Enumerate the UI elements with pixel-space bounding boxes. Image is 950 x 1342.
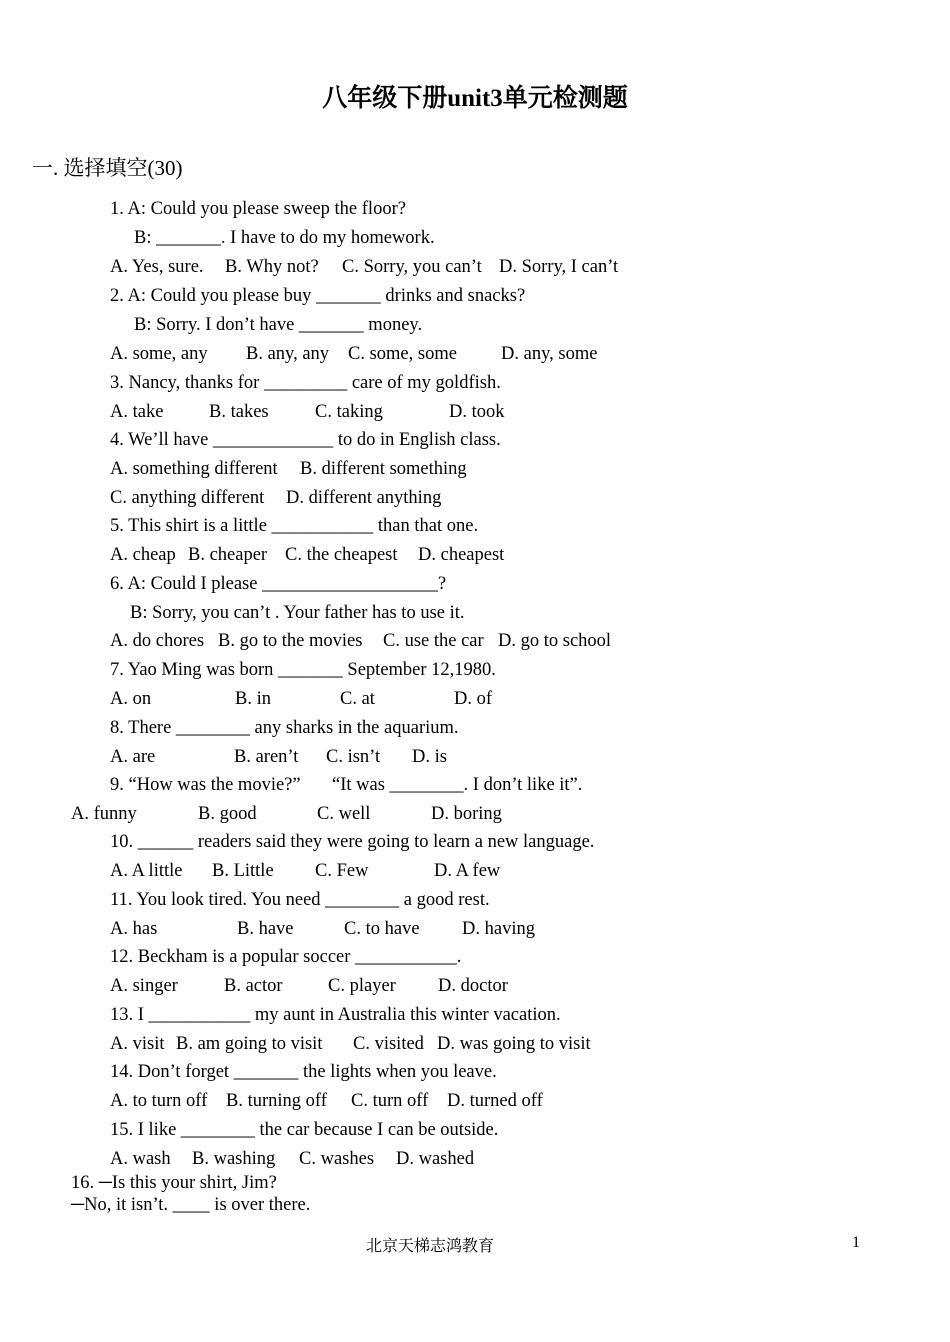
q14-stem: 14. Don’t forget _______ the lights when you leave. [110,1062,497,1082]
q3-options [0,399,950,425]
q6-stem: 6. A: Could I please ___________________? [110,574,447,594]
q15-stem-line [0,1117,950,1143]
q7-stem-line [0,657,950,683]
q7-stem: 7. Yao Ming was born _______ September 12,1980. [110,660,496,680]
q6-reply: B: Sorry, you can’t . Your father has to use it. [130,603,465,623]
q3-option-c: C. taking [315,402,383,422]
page-title: 八年级下册unit3单元检测题 [322,85,628,112]
q14-option-b: B. turning off [226,1091,327,1111]
q9-option-b: B. good [198,804,257,824]
q10-option-d: D. A few [434,861,501,881]
q7-option-b: B. in [235,689,271,709]
q4-stem: 4. We’ll have _____________ to do in English class. [110,430,501,450]
q11-option-a: A. has [110,919,158,939]
q9-options [0,801,950,827]
q11-option-b: B. have [237,919,294,939]
q8-option-b: B. aren’t [234,747,299,767]
q6-option-b: B. go to the movies [218,631,363,651]
q2-reply-line [0,312,950,338]
q5-options [0,542,950,568]
q9-option-c: C. well [317,804,371,824]
q8-stem-line [0,715,950,741]
q15-options [0,1146,950,1172]
q15-option-c: C. washes [299,1149,375,1169]
q8-options [0,744,950,770]
q1-option-d: D. Sorry, I can’t [499,257,619,277]
q1-stem-line [0,196,950,222]
q13-stem: 13. I ___________ my aunt in Australia this winter vacation. [110,1005,561,1025]
q16-reply: ─No, it isn’t. ____ is over there. [71,1195,311,1215]
q4-options-row2 [0,485,950,511]
q2-option-c: C. some, some [348,344,457,364]
q10-option-c: C. Few [315,861,369,881]
q11-stem-line [0,887,950,913]
q8-stem: 8. There ________ any sharks in the aquarium. [110,718,459,738]
q15-option-a: A. wash [110,1149,171,1169]
q9-stem-answer: “It was ________. I don’t like it”. [332,775,583,795]
q10-stem-line [0,829,950,855]
q1-reply: B: _______. I have to do my homework. [134,228,435,248]
q7-option-a: A. on [110,689,152,709]
q1-reply-line [0,225,950,251]
q12-option-a: A. singer [110,976,178,996]
q4-stem-line [0,427,950,453]
q11-options [0,916,950,942]
q1-option-a: A. Yes, sure. [110,257,204,277]
q13-option-b: B. am going to visit [176,1034,323,1054]
q2-option-b: B. any, any [246,344,330,364]
page-number: 1 [852,1234,860,1251]
q9-stem: 9. “How was the movie?” [110,775,301,795]
q16-reply-line [0,1192,950,1218]
section-heading: 一. 选择填空(30) [32,156,183,180]
q15-option-b: B. washing [192,1149,276,1169]
q6-reply-line [0,600,950,626]
q1-options [0,254,950,280]
q1-option-b: B. Why not? [225,257,319,277]
q13-option-d: D. was going to visit [437,1034,591,1054]
q3-option-b: B. takes [209,402,269,422]
q7-option-d: D. of [454,689,493,709]
q6-options [0,628,950,654]
q15-option-d: D. washed [396,1149,475,1169]
q5-option-a: A. cheap [110,545,176,565]
q5-option-b: B. cheaper [188,545,268,565]
q8-option-c: C. isn’t [326,747,381,767]
q11-option-c: C. to have [344,919,420,939]
q12-options [0,973,950,999]
q4-options-row1 [0,456,950,482]
q3-option-a: A. take [110,402,164,422]
q1-stem: 1. A: Could you please sweep the floor? [110,199,406,219]
q12-stem: 12. Beckham is a popular soccer ___________. [110,947,462,967]
q11-stem: 11. You look tired. You need ________ a good rest. [110,890,490,910]
q4-option-c: C. anything different [110,488,265,508]
q3-option-d: D. took [449,402,505,422]
footer-organization: 北京天梯志鸿教育 [365,1238,494,1255]
q1-option-c: C. Sorry, you can’t [342,257,482,277]
q4-option-a: A. something different [110,459,278,479]
q5-option-c: C. the cheapest [285,545,398,565]
q10-option-a: A. A little [110,861,183,881]
q10-stem: 10. ______ readers said they were going to learn a new language. [110,832,595,852]
q12-stem-line [0,944,950,970]
q2-option-d: D. any, some [501,344,598,364]
q11-option-d: D. having [462,919,535,939]
q3-stem-line [0,370,950,396]
q14-option-d: D. turned off [447,1091,543,1111]
q13-option-a: A. visit [110,1034,165,1054]
q10-options [0,858,950,884]
q6-option-d: D. go to school [498,631,612,651]
q4-option-b: B. different something [300,459,467,479]
q2-stem-line [0,283,950,309]
q2-option-a: A. some, any [110,344,208,364]
q13-option-c: C. visited [353,1034,424,1054]
q12-option-c: C. player [328,976,396,996]
q4-option-d: D. different anything [286,488,442,508]
q7-options [0,686,950,712]
q2-options [0,341,950,367]
q12-option-d: D. doctor [438,976,508,996]
q6-option-c: C. use the car [383,631,484,651]
q14-option-a: A. to turn off [110,1091,208,1111]
q10-option-b: B. Little [212,861,274,881]
q5-stem: 5. This shirt is a little ___________ than that one. [110,516,479,536]
q2-reply: B: Sorry. I don’t have _______ money. [134,315,423,335]
q9-option-d: D. boring [431,804,502,824]
q14-options [0,1088,950,1114]
q9-option-a: A. funny [71,804,137,824]
q13-options [0,1031,950,1057]
q13-stem-line [0,1002,950,1028]
q16-stem: 16. ─Is this your shirt, Jim? [71,1173,277,1193]
q14-option-c: C. turn off [351,1091,429,1111]
q14-stem-line [0,1059,950,1085]
q6-stem-line [0,571,950,597]
q9-stem-line [0,772,950,798]
q8-option-d: D. is [412,747,447,767]
q5-stem-line [0,513,950,539]
q2-stem: 2. A: Could you please buy _______ drinks and snacks? [110,286,526,306]
q15-stem: 15. I like ________ the car because I can be outside. [110,1120,499,1140]
q5-option-d: D. cheapest [418,545,505,565]
q12-option-b: B. actor [224,976,283,996]
q3-stem: 3. Nancy, thanks for _________ care of my goldfish. [110,373,501,393]
q7-option-c: C. at [340,689,375,709]
q6-option-a: A. do chores [110,631,205,651]
q8-option-a: A. are [110,747,156,767]
